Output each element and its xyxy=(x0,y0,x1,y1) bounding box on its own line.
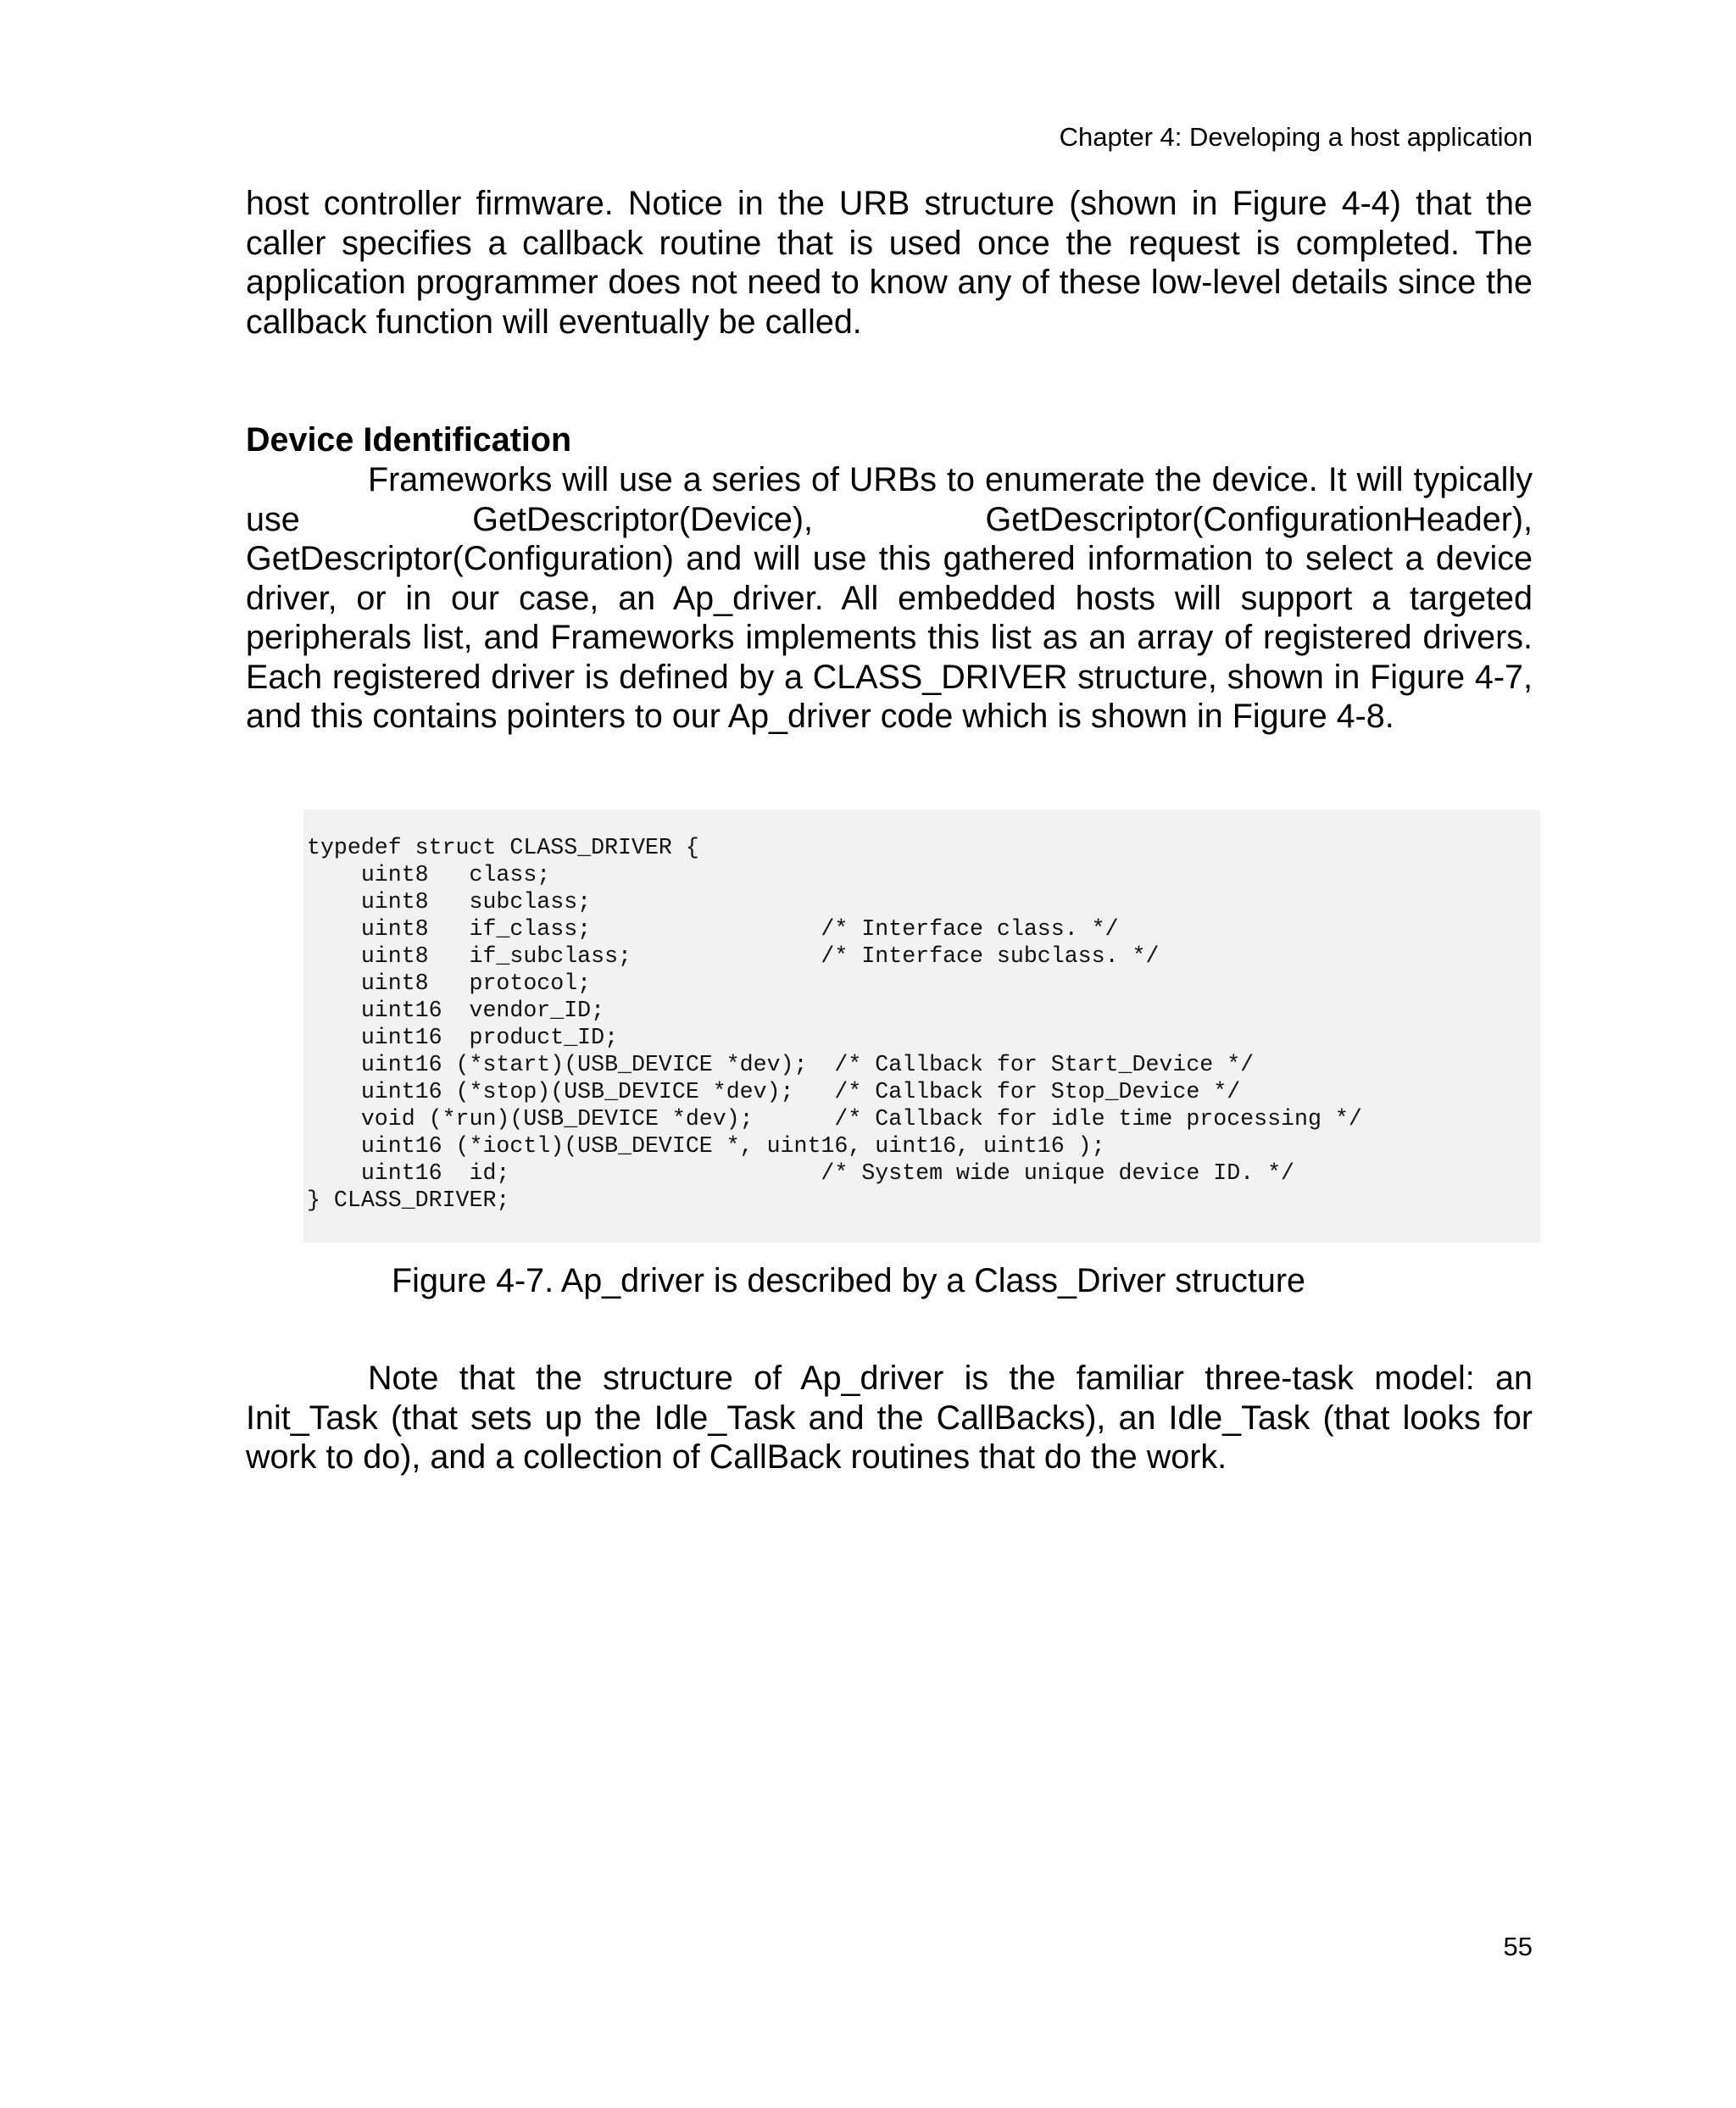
paragraph-device-identification xyxy=(246,460,1533,737)
paragraph-urb-callback: host controller firmware. Notice in the URB structure (shown in Figure 4-4) that the caller specifies a callback routine that is used once the request is completed. The application programmer does not need to know any of these low-level details since the callback function will eventually be called. xyxy=(246,185,1533,341)
page-number: 55 xyxy=(1503,1932,1533,1961)
paragraph-three-task-model xyxy=(246,1359,1533,1477)
code-listing: typedef struct CLASS_DRIVER { uint8 class; uint8 subclass; uint8 if_class; /* Interface class. */ uint8 if_subclass; /* Interface subclass. */ uint8 protocol; uint16 vendor_ID; uint16 product_ID; uint16 (*start)(USB_DEVICE *dev); /* Callback for Start_Device */ uint16 (*stop)(USB_DEVICE *dev); /* Callback for Stop_Device */ void (*run)(USB_DEVICE *dev); /* Callback for idle time processing */ uint16 (*ioctl)(USB_DEVICE *, uint16, uint16, uint16 ); uint16 id; /* System wide unique device ID. */ } CLASS_DRIVER; xyxy=(307,835,1362,1213)
figure-caption xyxy=(0,1261,1736,1301)
section-heading: Device Identification xyxy=(246,421,572,459)
running-header: Chapter 4: Developing a host application xyxy=(1059,122,1533,152)
paragraph-text: Frameworks will use a series of URBs to enumerate the device. It will typically use GetDescriptor(Device), GetDescriptor(ConfigurationHeader), GetDescriptor(Configuration) and will use this gathered information to select a device driver, or in our case, an Ap_driver. All embedded hosts will support a targeted peripherals list, and Frameworks implements this list as an array of registered drivers. Each registered driver is defined by a CLASS_DRIVER structure, shown in Figure 4-7, and this contains pointers to our Ap_driver code which is shown in Figure 4-8. xyxy=(246,461,1533,735)
figure-caption-text: Figure 4-7. Ap_driver is described by a Class_Driver structure xyxy=(392,1262,1305,1299)
paragraph-text: Note that the structure of Ap_driver is the familiar three-task model: an Init_Task (that sets up the Idle_Task and the CallBacks), an Idle_Task (that looks for work to do), and a collection of CallBack routines that do the work. xyxy=(246,1360,1533,1476)
